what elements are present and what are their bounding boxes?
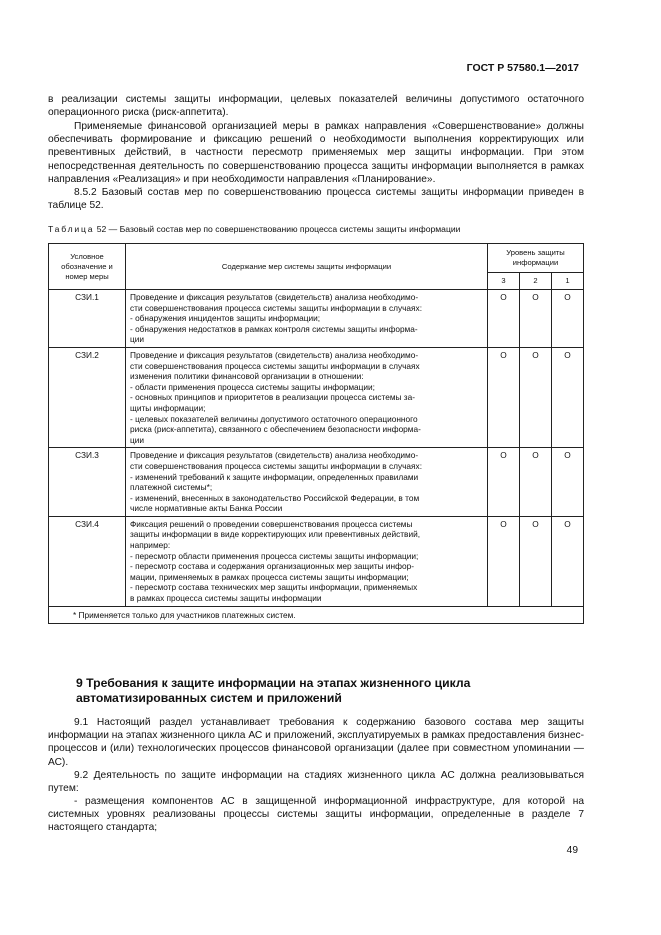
- content-line: - изменений требований к защите информации, определенных правилами: [130, 471, 419, 482]
- level-2-mark: О: [520, 347, 552, 447]
- content-line: - пересмотр состава и содержания организационных мер защиты инфор-: [130, 561, 414, 572]
- content-line: Фиксация решений о проведении совершенствования процесса системы: [130, 518, 413, 529]
- document-header: ГОСТ Р 57580.1—2017: [466, 62, 579, 74]
- content-line: в рамках процесса системы защиты информации: [130, 593, 322, 604]
- content-line: - области применения процесса системы защиты информации;: [130, 381, 375, 392]
- content-line: ции: [130, 334, 145, 345]
- page-number: 49: [566, 845, 578, 856]
- level-1-mark: О: [552, 448, 584, 517]
- level-1-mark: О: [552, 290, 584, 348]
- table-caption: [48, 224, 460, 234]
- table-row: [49, 347, 584, 447]
- content-line: сти совершенствования процесса системы защиты информации в случаях: [130, 360, 420, 371]
- level-2-mark: О: [520, 516, 552, 606]
- measure-content: [126, 290, 488, 348]
- measure-content: [126, 448, 488, 517]
- table-row: [49, 516, 584, 606]
- content-line: - пересмотр области применения процесса системы защиты информации;: [130, 550, 419, 561]
- header-content: Содержание мер системы защиты информации: [126, 244, 488, 290]
- content-line: риска (риск-аппетита), связанного с обеспечением безопасности информа-: [130, 424, 421, 435]
- header-level-1: 1: [552, 273, 584, 290]
- content-line: Проведение и фиксация результатов (свидетельств) анализа необходимо-: [130, 292, 419, 302]
- section-paragraph-2: 9.2 Деятельность по защите информации на стадиях жизненного цикла АС должна реализовываться путем:: [48, 770, 584, 795]
- content-line: - основных принципов и приоритетов в реализации процесса системы за-: [130, 392, 415, 403]
- intro-paragraph-3: 8.5.2 Базовый состав мер по совершенствованию процесса системы защиты информации приведен в таблице 52.: [48, 187, 584, 212]
- content-line: - обнаружения инцидентов защиты информации;: [130, 313, 321, 324]
- intro-paragraph-1: в реализации системы защиты информации, целевых показателей величины допустимого остаточного операционного риска (риск-аппетита).: [48, 94, 584, 119]
- content-line: сти совершенствования процесса системы защиты информации в случаях:: [130, 302, 422, 313]
- content-line: - целевых показателей величины допустимого остаточного операционного: [130, 413, 418, 424]
- content-line: Проведение и фиксация результатов (свидетельств) анализа необходимо-: [130, 349, 419, 360]
- table-footnote: * Применяется только для участников платежных систем.: [49, 606, 584, 624]
- content-line: изменения политики финансовой организации в отношении:: [130, 371, 364, 382]
- content-line: щиты информации;: [130, 402, 206, 413]
- table-row: [49, 448, 584, 517]
- measure-code: СЗИ.4: [49, 516, 126, 606]
- measure-content: [126, 516, 488, 606]
- content-line: ции: [130, 434, 145, 445]
- header-level-3: 3: [488, 273, 520, 290]
- level-1-mark: О: [552, 347, 584, 447]
- level-3-mark: О: [488, 516, 520, 606]
- section-paragraph-3: - размещения компонентов АС в защищенной информационной инфраструктуре, для которой на системных уровнях реализованы процессы системы защиты информации, определенные в разделе 7 настоящего стандарта;: [48, 796, 584, 834]
- content-line: - пересмотр состава технических мер защиты информации, применяемых: [130, 582, 418, 593]
- header-level-2: 2: [520, 273, 552, 290]
- measure-code: СЗИ.1: [49, 290, 126, 348]
- section-title-line-2: автоматизированных систем и приложений: [76, 691, 342, 706]
- content-line: сти совершенствования процесса системы защиты информации в случаях:: [130, 460, 422, 471]
- content-line: Проведение и фиксация результатов (свидетельств) анализа необходимо-: [130, 450, 419, 461]
- measure-code: СЗИ.2: [49, 347, 126, 447]
- content-line: мации, применяемых в рамках процесса системы защиты информации;: [130, 571, 409, 582]
- table-row: [49, 290, 584, 348]
- header-level: Уровень защиты информации: [488, 244, 584, 273]
- content-line: - изменений, внесенных в законодательство Российской Федерации, в том: [130, 492, 420, 503]
- level-3-mark: О: [488, 448, 520, 517]
- section-paragraph-1: 9.1 Настоящий раздел устанавливает требования к содержанию базового состава мер защиты информации на этапах жизненного цикла АС и приложений, эксплуатируемых в рамках предоставления бизнес-процессов и (или) технологических процессов финансовой организации (далее при совместном упоминании — АС).: [48, 717, 584, 768]
- measure-code: СЗИ.3: [49, 448, 126, 517]
- level-3-mark: О: [488, 347, 520, 447]
- table-footnote-row: [49, 606, 584, 624]
- measure-content: [126, 347, 488, 447]
- level-2-mark: О: [520, 448, 552, 517]
- content-line: платежной системы*;: [130, 482, 213, 493]
- content-line: например:: [130, 540, 171, 551]
- table-caption-prefix: Таблица: [48, 224, 95, 234]
- content-line: защиты информации в виде корректирующих или превентивных действий,: [130, 529, 421, 540]
- table-caption-text: 52 — Базовый состав мер по совершенствованию процесса системы защиты информации: [96, 224, 461, 234]
- level-2-mark: О: [520, 290, 552, 348]
- level-3-mark: О: [488, 290, 520, 348]
- measures-table: [48, 243, 584, 624]
- content-line: - обнаружения недостатков в рамках контроля системы защиты информа-: [130, 323, 418, 334]
- section-title-line-1: 9 Требования к защите информации на этапах жизненного цикла: [76, 676, 471, 690]
- section-title: [76, 676, 470, 707]
- level-1-mark: О: [552, 516, 584, 606]
- header-code: Условное обозначение и номер меры: [49, 244, 126, 290]
- intro-paragraph-2: Применяемые финансовой организацией меры в рамках направления «Совершенствование» должны обеспечивать формирование и фиксацию решений о необходимости выполнения корректирующих или превентивных действий, в частности пересмотр применяемых мер защиты информации. При этом непосредственная деятельность по совершенствованию процесса защиты информации выполняется в рамках направления «Реализация» и при необходимости направления «Планирование».: [48, 121, 584, 185]
- content-line: числе нормативные акты Банка России: [130, 503, 283, 514]
